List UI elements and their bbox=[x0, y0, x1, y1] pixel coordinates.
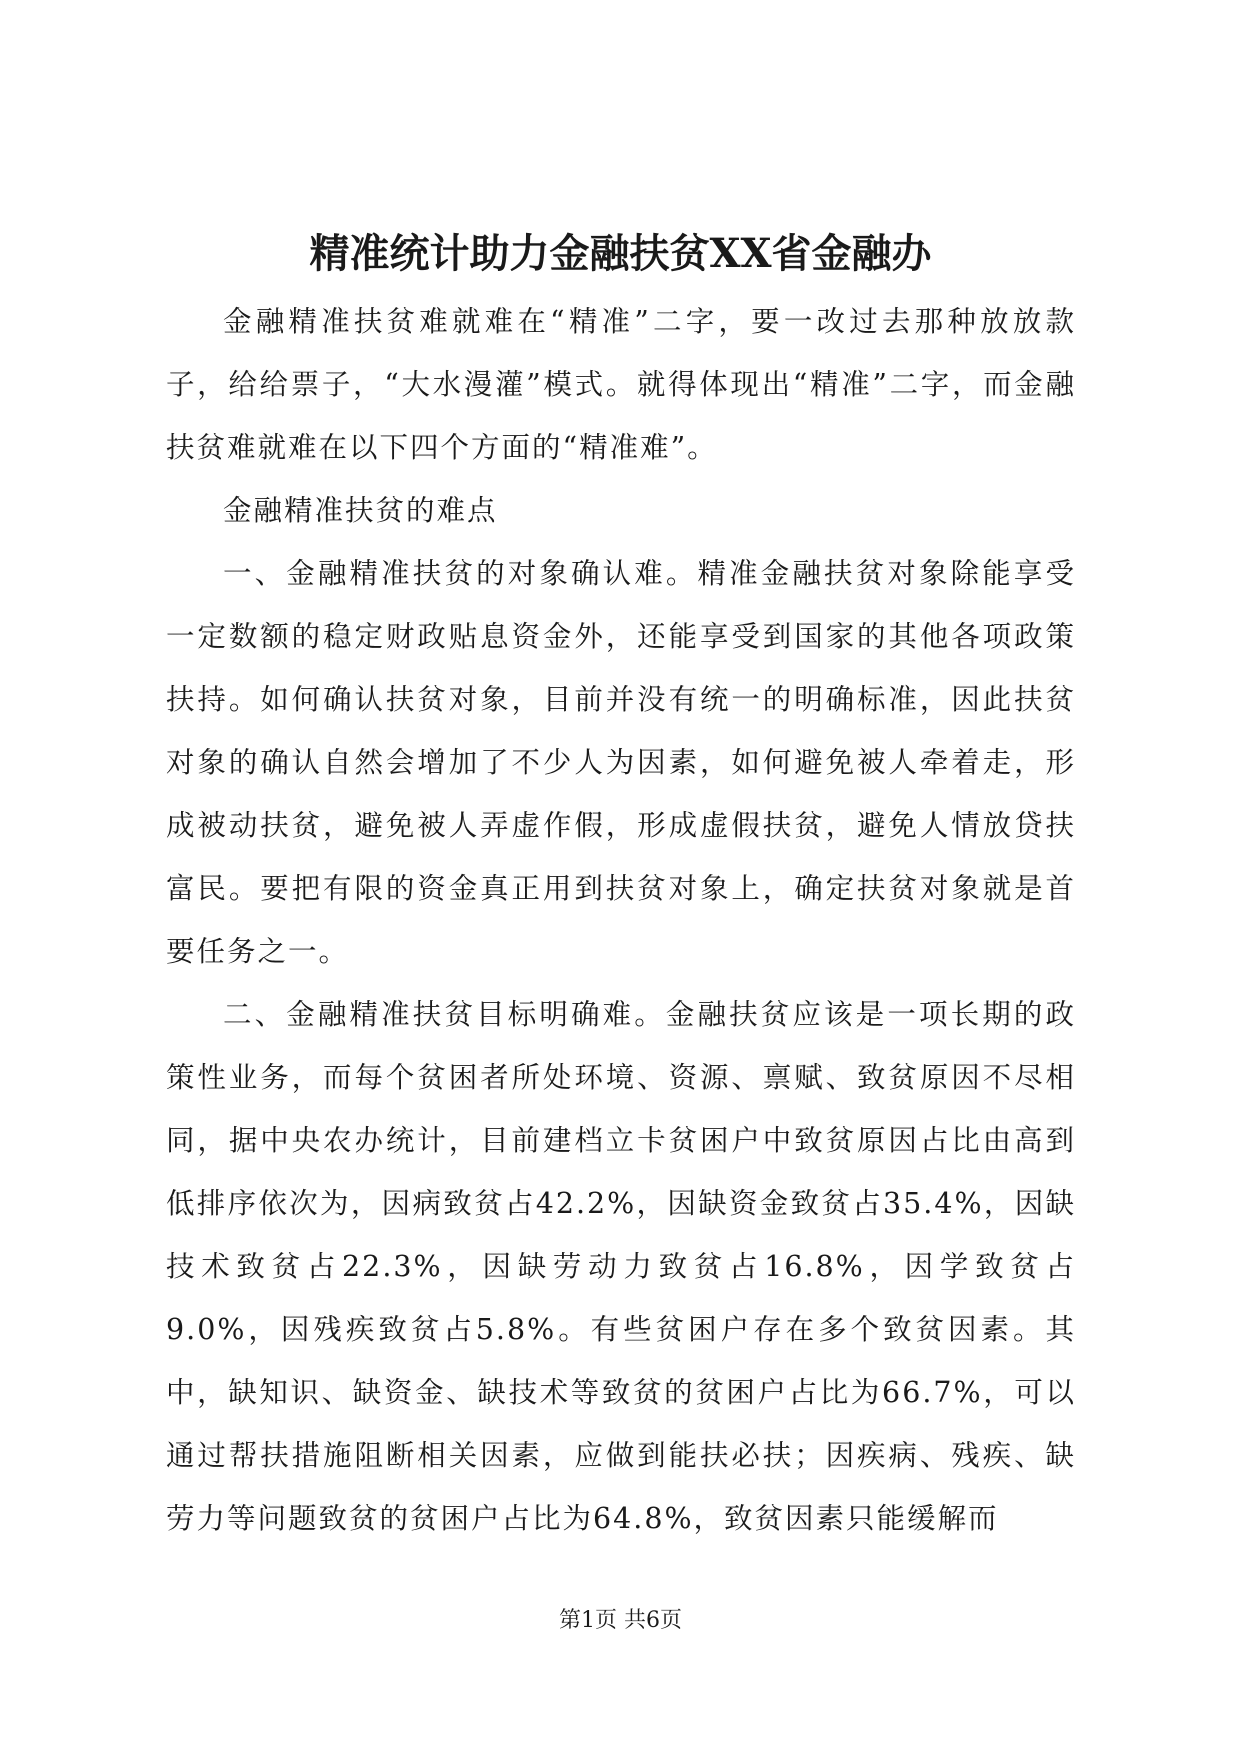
document-body bbox=[166, 290, 1076, 1550]
paragraph-point-two: 二、金融精准扶贫目标明确难。金融扶贫应该是一项长期的政策性业务，而每个贫困者所处环境、资源、禀赋、致贫原因不尽相同，据中央农办统计，目前建档立卡贫困户中致贫原因占比由高到低排序依次为，因病致贫占42.2%，因缺资金致贫占35.4%，因缺技术致贫占22.3%，因缺劳动力致贫占16.8%，因学致贫占9.0%，因残疾致贫占5.8%。有些贫困户存在多个致贫因素。其中，缺知识、缺资金、缺技术等致贫的贫困户占比为66.7%，可以通过帮扶措施阻断相关因素，应做到能扶必扶；因疾病、残疾、缺劳力等问题致贫的贫困户占比为64.8%，致贫因素只能缓解而 bbox=[166, 998, 1076, 1535]
document-title: 精准统计助力金融扶贫XX省金融办 bbox=[309, 230, 932, 277]
paragraph-section-heading: 金融精准扶贫的难点 bbox=[223, 494, 498, 527]
paragraph-intro: 金融精准扶贫难就难在“精准”二字，要一改过去那种放放款子，给给票子，“大水漫灌”模式。就得体现出“精准”二字，而金融扶贫难就难在以下四个方面的“精准难”。 bbox=[166, 305, 1076, 464]
page-footer: 第1页 共6页 bbox=[559, 1608, 682, 1633]
paragraph-point-one: 一、金融精准扶贫的对象确认难。精准金融扶贫对象除能享受一定数额的稳定财政贴息资金外，还能享受到国家的其他各项政策扶持。如何确认扶贫对象，目前并没有统一的明确标准，因此扶贫对象的确认自然会增加了不少人为因素，如何避免被人牵着走，形成被动扶贫，避免被人弄虚作假，形成虚假扶贫，避免人情放贷扶富民。要把有限的资金真正用到扶贫对象上，确定扶贫对象就是首要任务之一。 bbox=[166, 557, 1076, 968]
